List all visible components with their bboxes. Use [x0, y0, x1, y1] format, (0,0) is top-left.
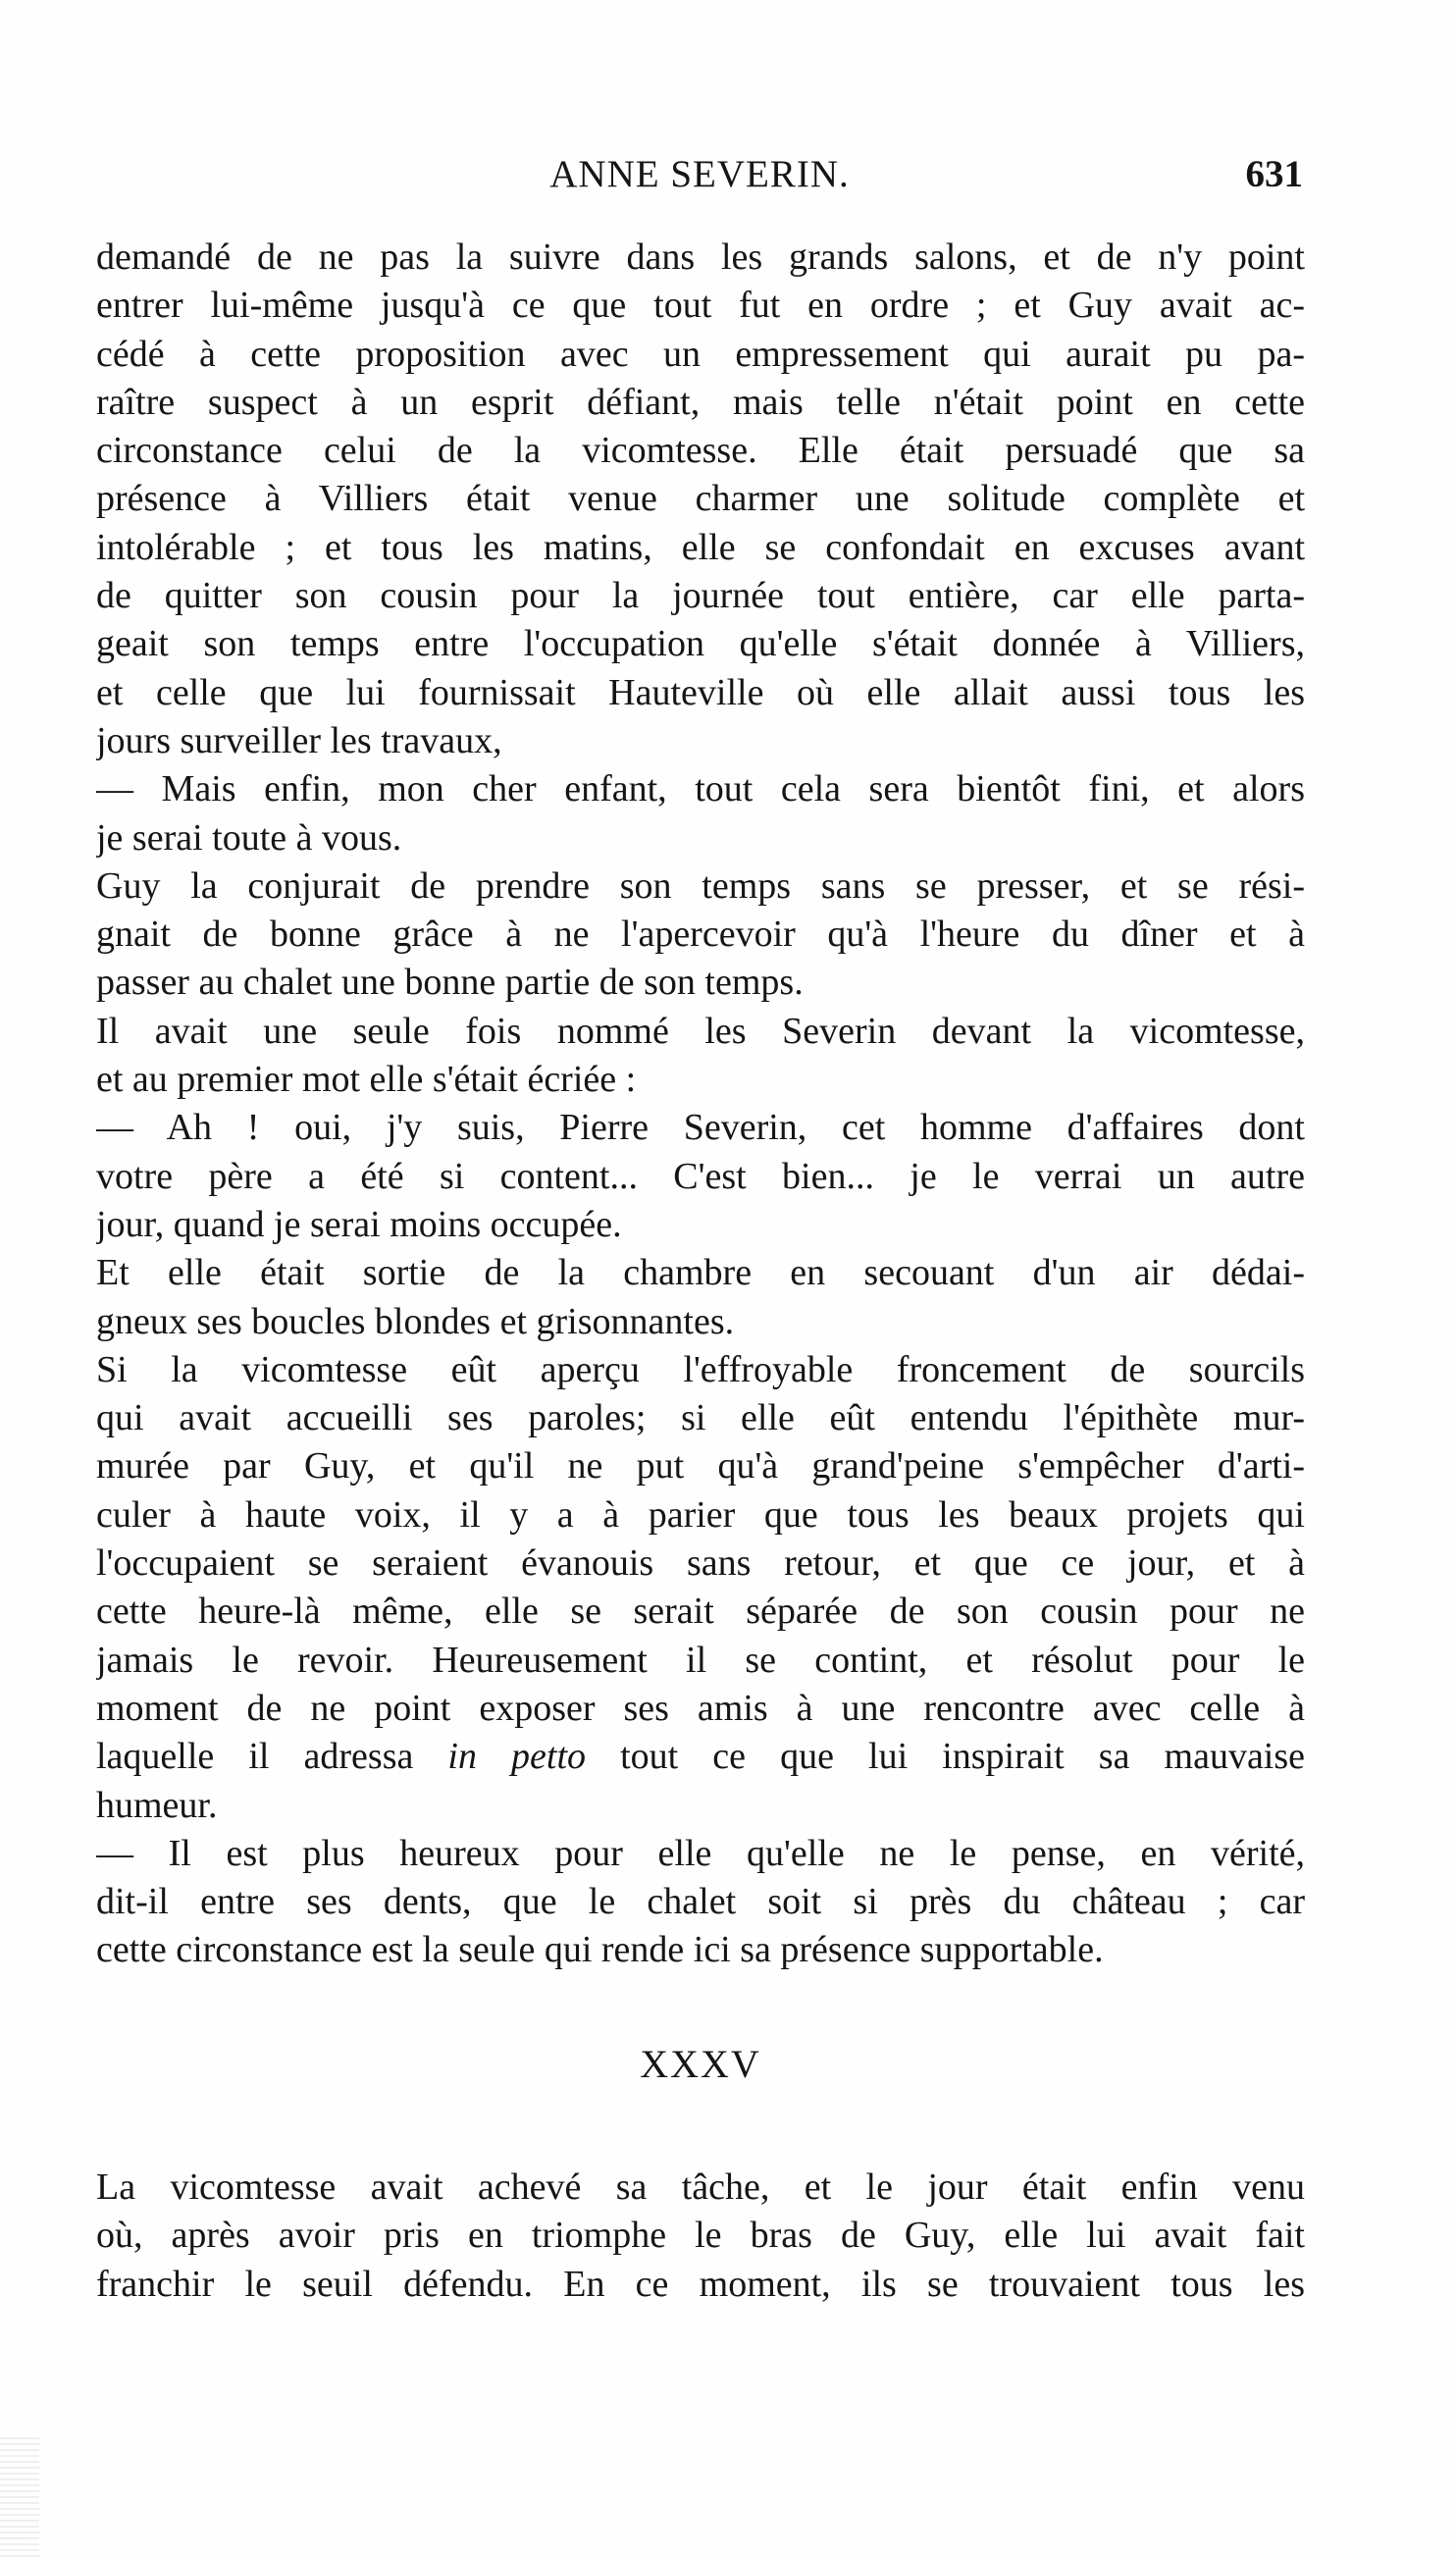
text-line: jour, quand je serai moins occupée.: [96, 1203, 622, 1245]
running-head: ANNE SEVERIN.: [549, 153, 850, 195]
line-end: tout ce que lui inspirait sa mauvaise: [620, 1736, 1305, 1778]
text-line: de quitter son cousin pour la journée tout entière, car elle parta-: [96, 575, 1305, 617]
text-line: franchir le seuil défendu. En ce moment, ils se trouvaient tous les: [96, 2263, 1305, 2305]
text-line: — Il est plus heureux pour elle qu'elle ne le pense, en vérité,: [96, 1832, 1305, 1874]
text-line: l'occupaient se seraient évanouis sans retour, et que ce jour, et à: [96, 1542, 1305, 1585]
text-line: raître suspect à un esprit défiant, mais telle n'était point en cette: [96, 381, 1305, 423]
text-line: et celle que lui fournissait Hauteville où elle allait aussi tous les: [96, 671, 1305, 713]
text-line: circonstance celui de la vicomtesse. Elle était persuadé que sa: [96, 430, 1305, 472]
page-header: [96, 152, 1303, 211]
text-line: Il avait une seule fois nommé les Severin devant la vicomtesse,: [96, 1010, 1305, 1052]
page-number: 631: [1245, 153, 1303, 195]
text-line: — Ah ! oui, j'y suis, Pierre Severin, cet homme d'affaires dont: [96, 1107, 1305, 1149]
text-line: votre père a été si content... C'est bien... je le verrai un autre: [96, 1155, 1305, 1197]
text-line: intolérable ; et tous les matins, elle se confondait en excuses avant: [96, 526, 1305, 568]
text-line: où, après avoir pris en triomphe le bras de Guy, elle lui avait fait: [96, 2215, 1305, 2257]
page-edge-speckle: [0, 2433, 39, 2557]
text-line: jours surveiller les travaux,: [96, 719, 502, 761]
text-line: dit-il entre ses dents, que le chalet soit si près du château ; car: [96, 1881, 1305, 1923]
text-line: passer au chalet une bonne partie de son temps.: [96, 962, 804, 1004]
text-line: et au premier mot elle s'était écriée :: [96, 1059, 637, 1101]
text-line: Si la vicomtesse eût aperçu l'effroyable froncement de sourcils: [96, 1348, 1305, 1390]
text-line: humeur.: [96, 1784, 218, 1826]
text-line: culer à haute voix, il y a à parier que tous les beaux projets qui: [96, 1493, 1305, 1536]
text-line: moment de ne point exposer ses amis à une rencontre avec celle à: [96, 1687, 1305, 1729]
chapter-heading: XXXV: [640, 2042, 761, 2086]
chapter-text: [96, 2164, 1305, 2309]
text-line: — Mais enfin, mon cher enfant, tout cela sera bientôt fini, et alors: [96, 768, 1305, 810]
text-line: gneux ses boucles blondes et grisonnantes.: [96, 1300, 735, 1342]
line-start: laquelle il adressa: [96, 1736, 414, 1778]
text-line: entrer lui-même jusqu'à ce que tout fut en ordre ; et Guy avait ac-: [96, 285, 1305, 327]
text-line: La vicomtesse avait achevé sa tâche, et le jour était enfin venu: [96, 2166, 1305, 2208]
text-line: jamais le revoir. Heureusement il se contint, et résolut pour le: [96, 1639, 1305, 1681]
text-line: qui avait accueilli ses paroles; si elle eût entendu l'épithète mur-: [96, 1397, 1305, 1439]
text-line: présence à Villiers était venue charmer une solitude complète et: [96, 478, 1305, 520]
body-text: [96, 234, 1305, 1975]
italic-phrase: in petto: [447, 1736, 587, 1778]
text-line: gnait de bonne grâce à ne l'apercevoir qu'à l'heure du dîner et à: [96, 913, 1305, 956]
text-line-with-italic: [96, 1733, 1305, 1781]
text-line: cédé à cette proposition avec un empressement qui aurait pu pa-: [96, 333, 1305, 375]
text-line: cette circonstance est la seule qui rende ici sa présence supportable.: [96, 1929, 1104, 1971]
text-line: murée par Guy, et qu'il ne put qu'à grand'peine s'empêcher d'arti-: [96, 1445, 1305, 1487]
text-line: Guy la conjurait de prendre son temps sans se presser, et se rési-: [96, 864, 1305, 907]
text-line: geait son temps entre l'occupation qu'elle s'était donnée à Villiers,: [96, 623, 1305, 665]
text-line: je serai toute à vous.: [96, 816, 402, 859]
text-line: cette heure-là même, elle se serait séparée de son cousin pour ne: [96, 1591, 1305, 1633]
text-line: demandé de ne pas la suivre dans les grands salons, et de n'y point: [96, 236, 1305, 278]
text-line: Et elle était sortie de la chambre en secouant d'un air dédai-: [96, 1252, 1305, 1294]
